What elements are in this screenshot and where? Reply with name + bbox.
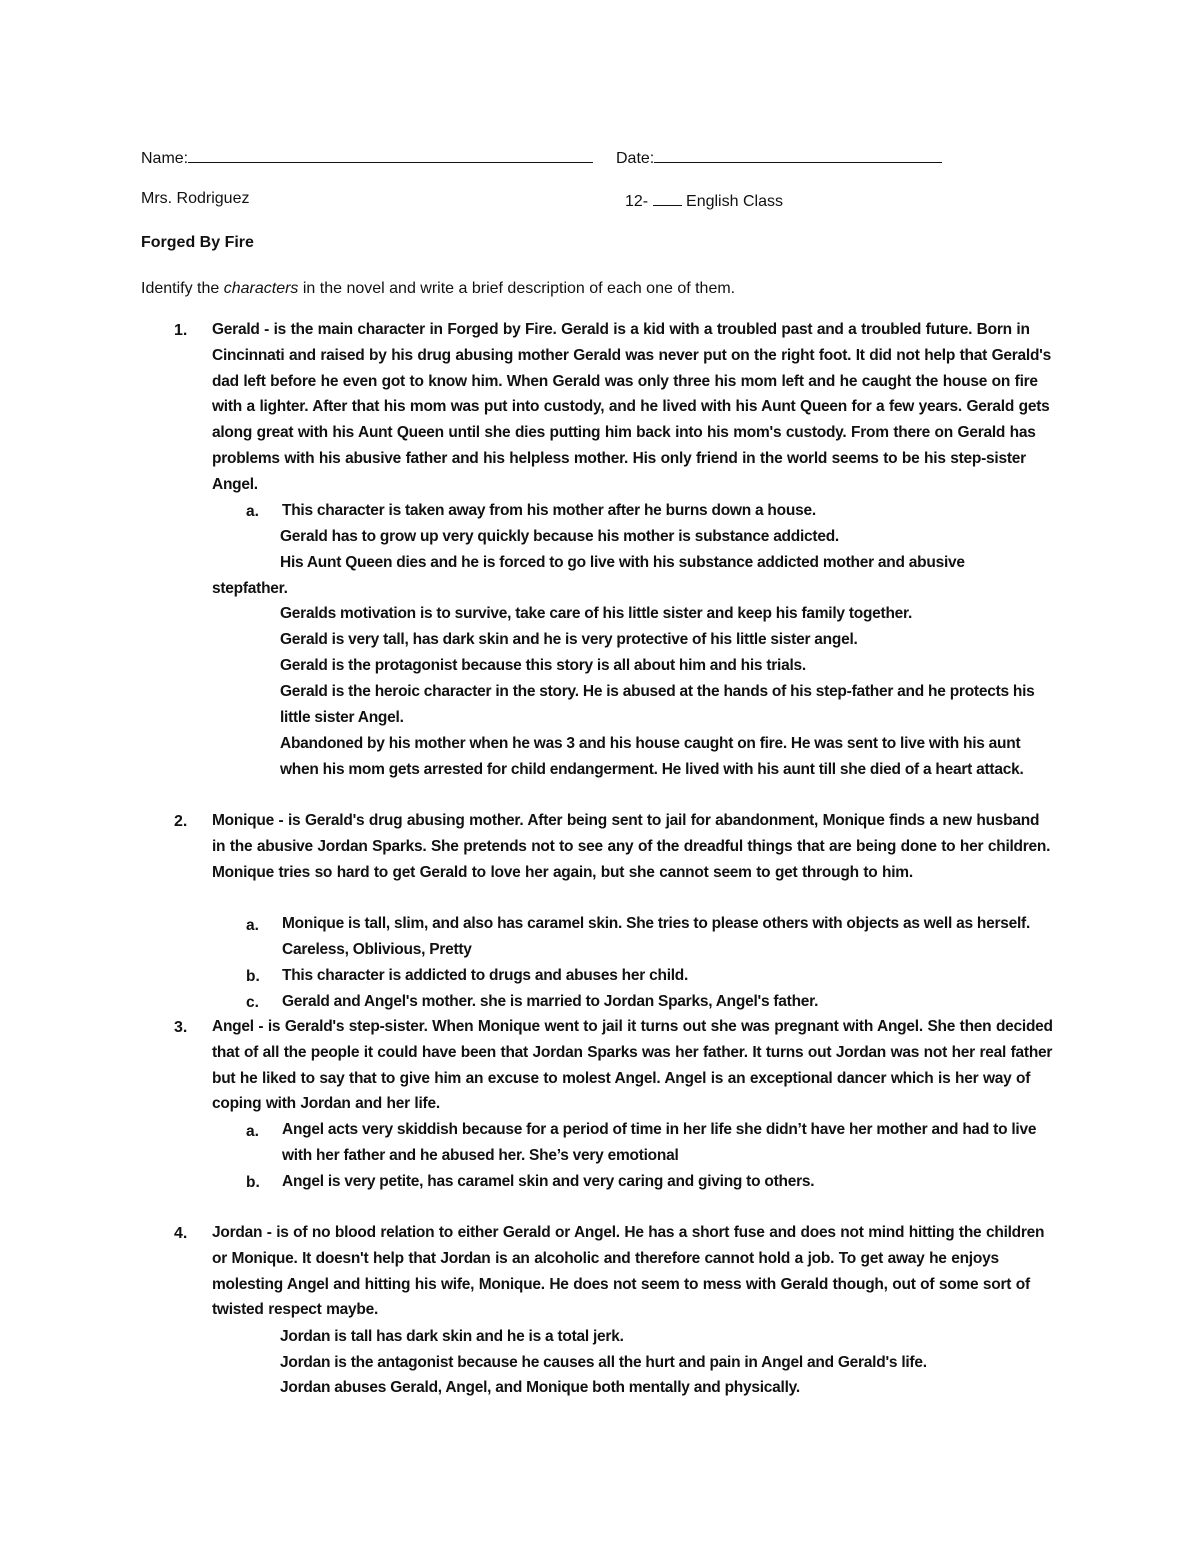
monique-description: Monique - is Gerald's drug abusing mother. After being sent to jail for abandonment, Monique finds a new husband in the abusive Jordan Sparks. She pretends not to see any of the dreadful things that are being done to her children. Monique tries so hard to get Gerald to love her again, but she cannot seem to get through to him.: [212, 812, 1051, 881]
date-blank-line: [654, 146, 942, 163]
class-suffix: English Class: [686, 193, 783, 210]
instructions-after: in the novel and write a brief description of each one of them.: [298, 280, 736, 297]
teacher-name: Mrs. Rodriguez: [141, 190, 250, 207]
sub-letter: b.: [246, 968, 260, 985]
item-number: 2.: [174, 813, 188, 830]
name-label: Name:: [141, 150, 189, 167]
date-label: Date:: [616, 150, 655, 167]
gerald-note: Gerald is the protagonist because this story is all about him and his trials.: [280, 657, 806, 674]
sub-letter: a.: [246, 1123, 259, 1140]
document-title: Forged By Fire: [141, 234, 254, 251]
class-blank-line: [653, 189, 682, 206]
jordan-note: Jordan is the antagonist because he causes all the hurt and pain in Angel and Gerald's life.: [280, 1354, 927, 1371]
jordan-note: Jordan abuses Gerald, Angel, and Monique both mentally and physically.: [280, 1379, 800, 1396]
sub-letter: b.: [246, 1174, 260, 1191]
item-number: 3.: [174, 1019, 188, 1036]
angel-description: Angel - is Gerald's step-sister. When Monique went to jail it turns out she was pregnant with Angel. She then decided that of all the people it could have been that Jordan Sparks was her father. It turns out Jordan was not her real father but he liked to say that to give him an excuse to molest Angel. Angel is an exceptional dancer which is her way of coping with Jordan and her life.: [212, 1018, 1053, 1113]
jordan-description: Jordan - is of no blood relation to either Gerald or Angel. He has a short fuse and does not mind hitting the children or Monique. It doesn't help that Jordan is an alcoholic and therefore cannot hold a job. To get away he enjoys molesting Angel and hitting his wife, Monique. He does not seem to mess with Gerald though, out of some sort of twisted respect maybe.: [212, 1224, 1045, 1319]
instructions: [141, 279, 735, 299]
monique-note: Monique is tall, slim, and also has caramel skin. She tries to please others with objects as well as herself. Careless, Oblivious, Pretty: [282, 915, 1031, 958]
instructions-emphasis: characters: [223, 280, 299, 297]
gerald-note: Gerald has to grow up very quickly because his mother is substance addicted.: [280, 528, 839, 545]
instructions-before: Identify the: [141, 280, 224, 297]
gerald-note-wrap: stepfather.: [212, 580, 288, 597]
class-row: [625, 189, 783, 212]
class-prefix: 12-: [625, 193, 649, 210]
gerald-note: This character is taken away from his mother after he burns down a house.: [282, 502, 816, 519]
monique-note: This character is addicted to drugs and abuses her child.: [282, 967, 689, 984]
item-number: 4.: [174, 1225, 188, 1242]
item-number: 1.: [174, 322, 188, 339]
sub-letter: a.: [246, 503, 259, 520]
angel-note: Angel acts very skiddish because for a period of time in her life she didn’t have her mother and had to live with her father and he abused her. She’s very emotional: [282, 1121, 1037, 1164]
gerald-note: Geralds motivation is to survive, take care of his little sister and keep his family together.: [280, 605, 913, 622]
gerald-note: Gerald is the heroic character in the story. He is abused at the hands of his step-father and he protects his little sister Angel.: [280, 683, 1035, 726]
angel-note: Angel is very petite, has caramel skin and very caring and giving to others.: [282, 1173, 815, 1190]
sub-letter: a.: [246, 917, 259, 934]
sub-letter: c.: [246, 994, 259, 1011]
gerald-note: Abandoned by his mother when he was 3 and his house caught on fire. He was sent to live with his aunt when his mom gets arrested for child endangerment. He lived with his aunt till she died of a heart attack.: [280, 735, 1024, 778]
date-row: [616, 146, 942, 169]
gerald-note: Gerald is very tall, has dark skin and he is very protective of his little sister angel.: [280, 631, 858, 648]
jordan-note: Jordan is tall has dark skin and he is a total jerk.: [280, 1328, 624, 1345]
name-row: [141, 146, 593, 169]
monique-note: Gerald and Angel's mother. she is married to Jordan Sparks, Angel's father.: [282, 993, 819, 1010]
gerald-note: His Aunt Queen dies and he is forced to go live with his substance addicted mother and abusive: [280, 554, 965, 571]
name-blank-line: [188, 146, 593, 163]
gerald-description: Gerald - is the main character in Forged by Fire. Gerald is a kid with a troubled past and a troubled future. Born in Cincinnati and raised by his drug abusing mother Gerald was never put on the right foot. It did not help that Gerald's dad left before he even got to know him. When Gerald was only three his mom left and he caught the house on fire with a lighter. After that his mom was put into custody, and he lived with his Aunt Queen for a few years. Gerald gets along great with his Aunt Queen until she dies putting him back into his mom's custody. From there on Gerald has problems with his abusive father and his helpless mother. His only friend in the world seems to be his step-sister Angel.: [212, 321, 1051, 493]
